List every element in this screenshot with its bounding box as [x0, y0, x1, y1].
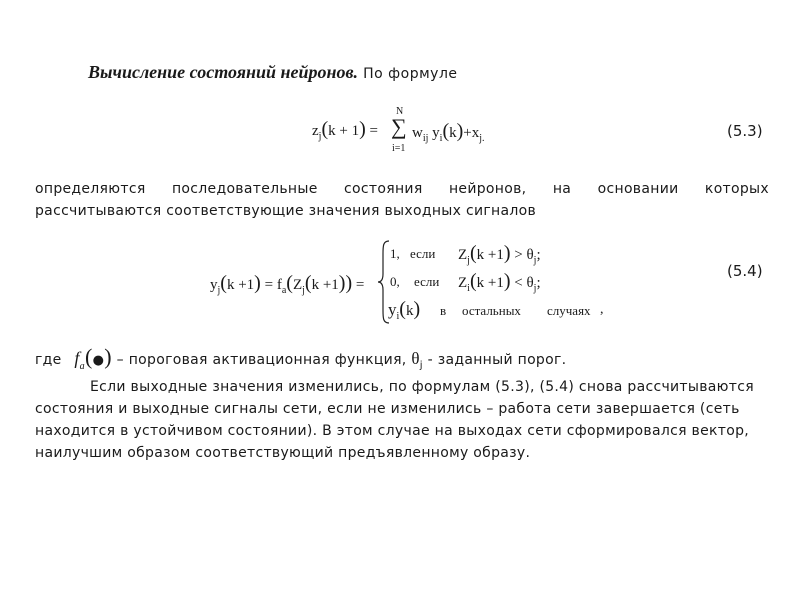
- eq54-case-2: [390, 274, 400, 290]
- eq54-equals-2: =: [355, 277, 365, 293]
- case2-theta-sub: j: [533, 283, 537, 294]
- paragraph-1-line-2: рассчитываются соответствующие значения выходных сигналов: [35, 203, 537, 219]
- where-theta: θ: [411, 349, 420, 368]
- case1-end: ;: [536, 247, 541, 263]
- eq54-lhs-arg: k +1: [226, 277, 255, 293]
- eq54-case-1-condition: $Z_j(k +1) > \theta_j$;: [458, 242, 541, 266]
- where-dot: ●: [92, 353, 105, 368]
- case2-value: 0,: [390, 274, 400, 289]
- paragraph-2-line-1: Если выходные значения изменились, по формулам (5.3), (5.4) снова рассчитываются: [90, 379, 754, 395]
- case1-word: если: [410, 246, 436, 261]
- eq54-inner-sub: j: [302, 285, 305, 296]
- case3-end: ,: [600, 302, 604, 317]
- eq53-rhs: $w_{ij}$ $y_i(k)+x_{j.}$: [412, 120, 485, 144]
- eq54-case-3: $y_i(k)$: [388, 298, 421, 322]
- case2-end: ;: [536, 275, 541, 291]
- eq53-y: y: [432, 125, 440, 141]
- case1-rel: > θ: [514, 247, 534, 263]
- heading-bold-title: Вычисление состояний нейронов.: [88, 62, 359, 82]
- eq54-number: (5.4): [727, 262, 763, 280]
- case2-rel: < θ: [514, 275, 534, 291]
- eq54-inner-z: Z: [292, 277, 303, 293]
- paragraph-2-line-2: состояния и выходные сигналы сети, если не изменились – работа сети завершается (сеть: [35, 401, 740, 417]
- case1-theta-sub: j: [533, 255, 537, 266]
- eq53-x-sub: j.: [479, 133, 485, 144]
- eq53-number: (5.3): [727, 122, 763, 140]
- eq54-inner-arg: k +1: [311, 277, 339, 293]
- case2-word: если: [414, 274, 440, 289]
- case2-cond-sub: i: [467, 283, 470, 294]
- case1-value: 1,: [390, 246, 400, 261]
- where-line: где $f_a(●)$ – пороговая активационная функция, $\theta_j$ - заданный порог.: [35, 344, 567, 372]
- eq54-f: f: [276, 277, 282, 293]
- paragraph-2-line-3: находится в устойчивом состоянии). В этом случае на выходах сети сформировался вектор,: [35, 423, 750, 439]
- eq54-y-sub: j: [217, 285, 221, 296]
- eq53-y-sub: i: [439, 133, 443, 144]
- eq54-case-2-condition: $Z_i(k +1) < \theta_j$;: [458, 270, 541, 294]
- case3-arg: k: [405, 303, 414, 319]
- eq54-case-1: [390, 246, 400, 262]
- eq54-f-sub: a: [281, 285, 287, 296]
- paragraph-1-line-1: определяются последовательные состояния нейронов, на основании которых: [35, 181, 769, 197]
- eq53-sum-sign: ∑: [391, 114, 407, 139]
- eq53-sum-bottom: i=1: [392, 143, 406, 154]
- case3-word-1: в: [440, 303, 447, 318]
- eq53-sum-top: N: [396, 106, 404, 117]
- case3-sub: i: [396, 311, 400, 322]
- case3-y: y: [388, 300, 397, 319]
- eq53-w: w: [412, 125, 423, 141]
- where-gde: где: [35, 352, 62, 368]
- eq53-y-arg: k: [449, 125, 457, 141]
- eq54-y: y: [210, 277, 218, 293]
- eq53-z-sub: j: [318, 131, 322, 142]
- case3-word-2: остальных: [462, 303, 521, 318]
- case1-cond-sub: j: [467, 255, 470, 266]
- case1-cond-z: Z: [458, 247, 468, 263]
- section-heading: [88, 62, 458, 83]
- heading-rest: По формуле: [363, 66, 458, 82]
- case2-cond-z: Z: [458, 275, 468, 291]
- eq53-z: z: [312, 123, 319, 139]
- paragraph-2-line-4: наилучшим образом соответствующий предъявленному образу.: [35, 445, 531, 461]
- case3-word-3: случаях: [547, 303, 591, 318]
- eq54-lhs: $y_j(k +1) = f_a(Z_j(k +1))$ =: [210, 272, 365, 296]
- case1-cond-arg: k +1: [476, 247, 504, 263]
- where-f: f: [74, 348, 80, 368]
- eq53-arg: k + 1: [328, 123, 360, 139]
- eq53-plus-x: +x: [463, 125, 480, 141]
- eq54-equals: =: [264, 277, 274, 293]
- eq53-lhs: $z_j(k + 1)$ =: [312, 118, 378, 142]
- where-f-sub: a: [79, 361, 85, 372]
- where-theta-sub: j: [419, 360, 423, 371]
- eq53-equals: =: [369, 123, 378, 139]
- where-desc: – пороговая активационная функция,: [116, 352, 407, 368]
- eq53-w-sub: ij: [422, 133, 429, 144]
- case2-cond-arg: k +1: [476, 275, 504, 291]
- where-tail: - заданный порог.: [427, 352, 567, 368]
